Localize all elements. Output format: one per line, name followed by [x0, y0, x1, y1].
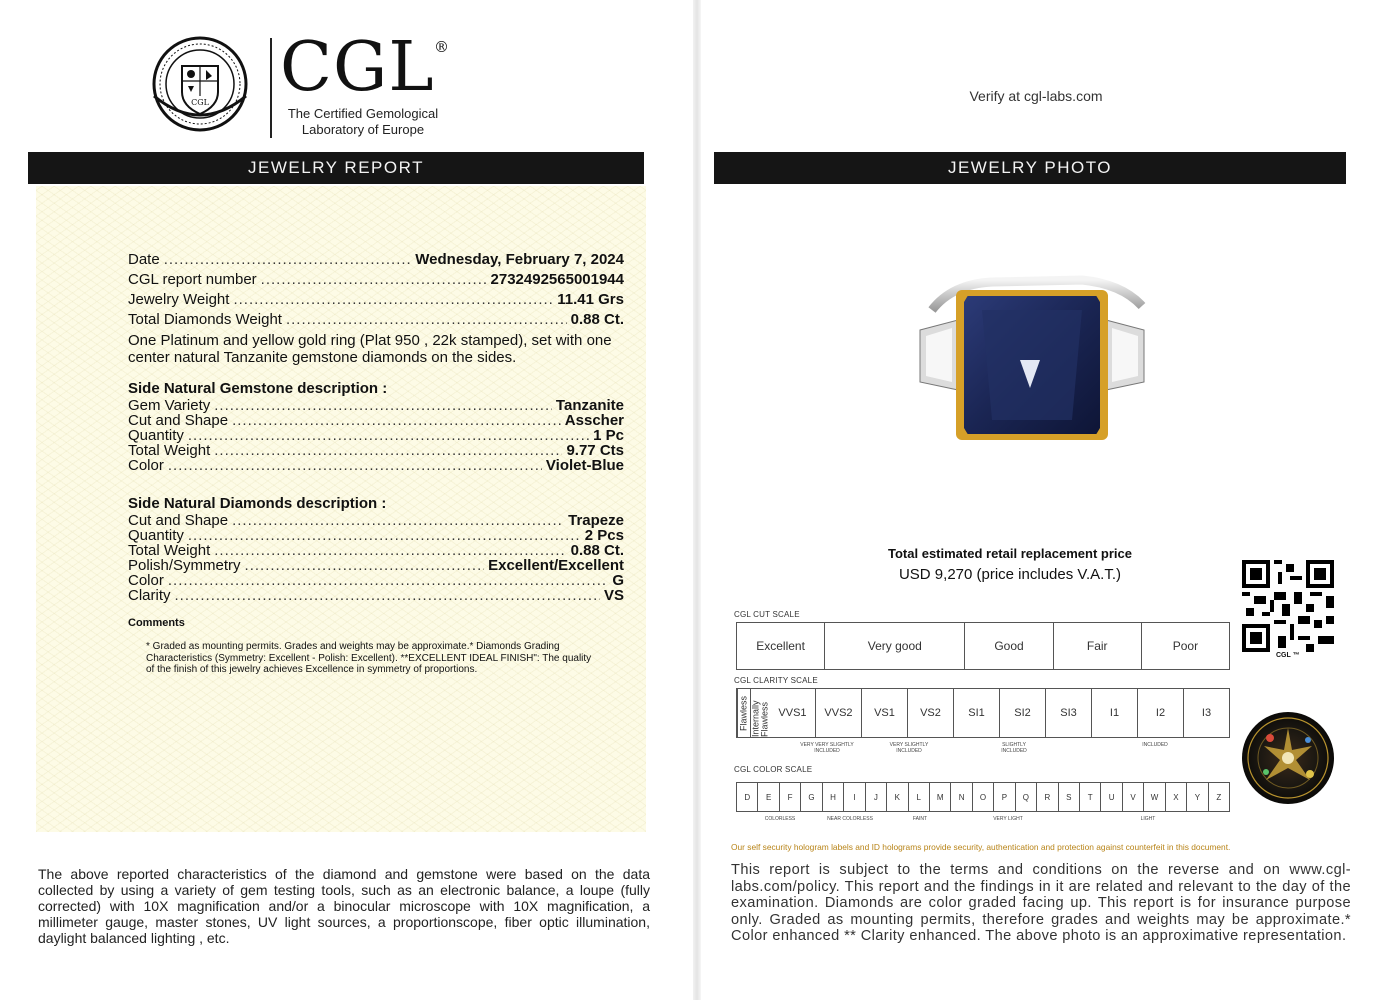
cut-scale-label: CGL CUT SCALE — [734, 610, 800, 619]
diamond-value: 0.88 Ct. — [570, 542, 624, 559]
diamonds-section-title: Side Natural Diamonds description : — [128, 495, 387, 512]
diamonds-weight-value: 0.88 Ct. — [570, 311, 624, 328]
gem-value: 9.77 Cts — [566, 442, 624, 459]
cgl-logo — [152, 28, 462, 140]
comments-title: Comments — [128, 617, 185, 629]
color-grade: J — [866, 783, 887, 811]
diamond-label: Total Weight — [128, 542, 211, 559]
report-number-value: 2732492565001944 — [490, 271, 624, 288]
clarity-grade: SI2 — [1000, 689, 1046, 737]
diamond-label: Quantity — [128, 527, 184, 544]
gem-value: Asscher — [564, 412, 624, 429]
report-number-label: CGL report number — [128, 271, 257, 288]
tagline-line-1: The Certified Gemological — [287, 106, 439, 121]
color-grade: E — [758, 783, 779, 811]
gem-value: 1 Pc — [593, 427, 624, 444]
color-grade: D — [737, 783, 758, 811]
diamond-value: Excellent/Excellent — [488, 557, 624, 574]
gem-label: Cut and Shape — [128, 412, 229, 429]
leader-dots — [232, 413, 561, 428]
clarity-grade: VS1 — [862, 689, 908, 737]
cut-grade: Very good — [825, 623, 965, 669]
leader-dots — [168, 573, 608, 588]
leader-dots — [214, 398, 552, 413]
clarity-note-vvs: VERY VERY SLIGHTLY INCLUDED — [800, 742, 854, 754]
diamond-label: Polish/Symmetry — [128, 557, 241, 574]
diamond-value: G — [612, 572, 624, 589]
gemstone-section-title: Side Natural Gemstone description : — [128, 380, 388, 397]
clarity-grade: VVS2 — [816, 689, 862, 737]
color-grade: Q — [1016, 783, 1037, 811]
clarity-grade: SI1 — [954, 689, 1000, 737]
testing-methods-note: The above reported characteristics of the diamond and gemstone were based on the data collected by using a variety of gem testing tools, such as an electronic balance, a loupe (fully corrected) with 10X magnification and/or a binocular microscope with 10X magnification, a millimeter gauge, master stones, UV light sources, a proportionscope, fiber optic illumination, daylight balanced lighting , etc. — [38, 866, 650, 946]
clarity-grade-vertical: Flawless — [737, 689, 750, 737]
seal-label: CGL — [191, 98, 209, 107]
color-grade: Y — [1187, 783, 1208, 811]
clarity-grade-vertical: Internally Flawless — [750, 689, 770, 737]
diamonds-weight-row — [128, 310, 624, 330]
jewelry-weight-label: Jewelry Weight — [128, 291, 230, 308]
tagline-line-2: Laboratory of Europe — [301, 122, 425, 137]
clarity-scale — [736, 688, 1230, 738]
date-label: Date — [128, 251, 160, 268]
diamonds-weight-label: Total Diamonds Weight — [128, 311, 282, 328]
jewelry-photo-header: JEWELRY PHOTO — [714, 152, 1346, 184]
leader-dots — [232, 513, 564, 528]
gem-value: Violet-Blue — [545, 457, 624, 474]
gem-label: Color — [128, 457, 164, 474]
leader-dots — [175, 588, 600, 603]
clarity-scale-label: CGL CLARITY SCALE — [734, 676, 818, 685]
cut-grade: Good — [965, 623, 1053, 669]
diamond-row — [128, 558, 624, 573]
registered-mark: ® — [434, 38, 449, 56]
gem-label: Gem Variety — [128, 397, 211, 414]
jewelry-report-header: JEWELRY REPORT — [28, 152, 644, 184]
color-group-label: FAINT — [912, 816, 928, 822]
date-value: Wednesday, February 7, 2024 — [415, 251, 624, 268]
clarity-grade: I2 — [1138, 689, 1184, 737]
color-grade: W — [1144, 783, 1165, 811]
clarity-grade: I3 — [1201, 707, 1212, 719]
jewelry-weight-value: 11.41 Grs — [557, 291, 624, 308]
clarity-grade: VVS1 — [770, 689, 816, 737]
color-grade: M — [930, 783, 951, 811]
color-scale — [736, 782, 1230, 812]
color-grade: R — [1037, 783, 1058, 811]
gem-value: Tanzanite — [555, 397, 624, 414]
leader-dots — [233, 290, 553, 310]
color-grade: T — [1080, 783, 1101, 811]
cut-grade: Poor — [1172, 639, 1199, 653]
leader-dots — [214, 543, 566, 558]
color-grade: K — [887, 783, 908, 811]
logo-divider — [270, 38, 272, 138]
report-number-row — [128, 270, 624, 290]
color-grade: P — [994, 783, 1015, 811]
diamond-row — [128, 513, 624, 528]
color-group-label: NEAR COLORLESS — [827, 816, 873, 822]
color-grade: N — [951, 783, 972, 811]
gem-row — [128, 413, 624, 428]
leader-dots — [214, 443, 562, 458]
diamond-label: Cut and Shape — [128, 512, 229, 529]
leader-dots — [245, 558, 485, 573]
clarity-grade: I1 — [1092, 689, 1138, 737]
diamond-row — [128, 528, 624, 543]
hologram-security-note: Our self security hologram labels and ID holograms provide security, authentication and protection against counterfeit in this document. — [731, 842, 1231, 852]
color-grade: V — [1123, 783, 1144, 811]
diamond-value: VS — [603, 587, 624, 604]
diamond-row — [128, 543, 624, 558]
leader-dots — [261, 270, 487, 290]
clarity-note-i: INCLUDED — [1142, 742, 1168, 748]
cgl-seal-icon — [152, 36, 248, 132]
page-fold — [693, 0, 701, 1000]
color-group-label: VERY LIGHT — [993, 816, 1023, 822]
diamond-value: Trapeze — [568, 512, 624, 529]
brand-name: CGL — [280, 28, 435, 107]
clarity-grade: VS2 — [908, 689, 954, 737]
leader-dots — [188, 428, 589, 443]
gem-label: Total Weight — [128, 442, 211, 459]
color-grade: Z — [1216, 792, 1222, 802]
diamond-label: Clarity — [128, 587, 171, 604]
price-value: USD 9,270 (price includes V.A.T.) — [898, 566, 1122, 583]
gem-row — [128, 428, 624, 443]
gem-row — [128, 398, 624, 413]
cut-grade: Excellent — [737, 623, 825, 669]
price-title: Total estimated retail replacement price — [888, 546, 1132, 561]
leader-dots — [168, 458, 542, 473]
terms-note: This report is subject to the terms and conditions on the reverse and on www.cgl-labs.com/policy. This report and the findings in it are related and relevant to the day of the examination. Diamonds are color graded facing up. This report is for insurance purpose only. Graded as mounting permits, therefore grades and weights may be approximate.* Color enhanced ** Clarity enhanced. The above photo is an approximative representation. — [731, 862, 1351, 944]
diamond-row — [128, 588, 624, 603]
color-grade: G — [801, 783, 822, 811]
gem-label: Quantity — [128, 427, 184, 444]
qr-code-icon[interactable] — [1242, 560, 1334, 652]
color-grade: I — [844, 783, 865, 811]
leader-dots — [188, 528, 581, 543]
brand-tagline — [280, 106, 446, 138]
color-grade: H — [823, 783, 844, 811]
clarity-note-vs: VERY SLIGHTLY INCLUDED — [889, 742, 929, 754]
qr-caption: CGL ™ — [1276, 652, 1300, 659]
color-grade: O — [973, 783, 994, 811]
diamond-value: 2 Pcs — [584, 527, 624, 544]
color-grade: U — [1101, 783, 1122, 811]
color-grade: L — [909, 783, 930, 811]
gem-row — [128, 443, 624, 458]
jewelry-weight-row — [128, 290, 624, 310]
cut-grade: Fair — [1054, 623, 1142, 669]
color-group-label: COLORLESS — [764, 816, 796, 822]
diamond-row — [128, 573, 624, 588]
clarity-grade: SI3 — [1046, 689, 1092, 737]
leader-dots — [286, 310, 567, 330]
report-details — [128, 250, 624, 676]
clarity-note-si: SLIGHTLY INCLUDED — [1001, 742, 1027, 754]
verify-link[interactable]: Verify at cgl-labs.com — [969, 88, 1103, 104]
item-description: One Platinum and yellow gold ring (Plat 950 , 22k stamped), set with one center natural Tanzanite gemstone diamonds on the sides. — [128, 332, 612, 366]
color-scale-label: CGL COLOR SCALE — [734, 765, 813, 774]
color-group-label: LIGHT — [1140, 816, 1156, 822]
hologram-icon — [1240, 710, 1336, 806]
gem-row — [128, 458, 624, 473]
cut-scale — [736, 622, 1230, 670]
color-grade: X — [1166, 783, 1187, 811]
color-grade: F — [780, 783, 801, 811]
color-grade: S — [1059, 783, 1080, 811]
diamond-label: Color — [128, 572, 164, 589]
leader-dots — [164, 250, 412, 270]
ring-photo — [912, 270, 1152, 450]
date-row — [128, 250, 624, 270]
comments-body: * Graded as mounting permits. Grades and weights may be approximate.* Diamonds Grading Characteristics (Symmetry: Excellent - Polish: Excellent). **EXCELLENT IDEAL FINISH": The quality of the finish of this jewelry achieves Excellence in symmetry of proportions. — [146, 641, 592, 675]
